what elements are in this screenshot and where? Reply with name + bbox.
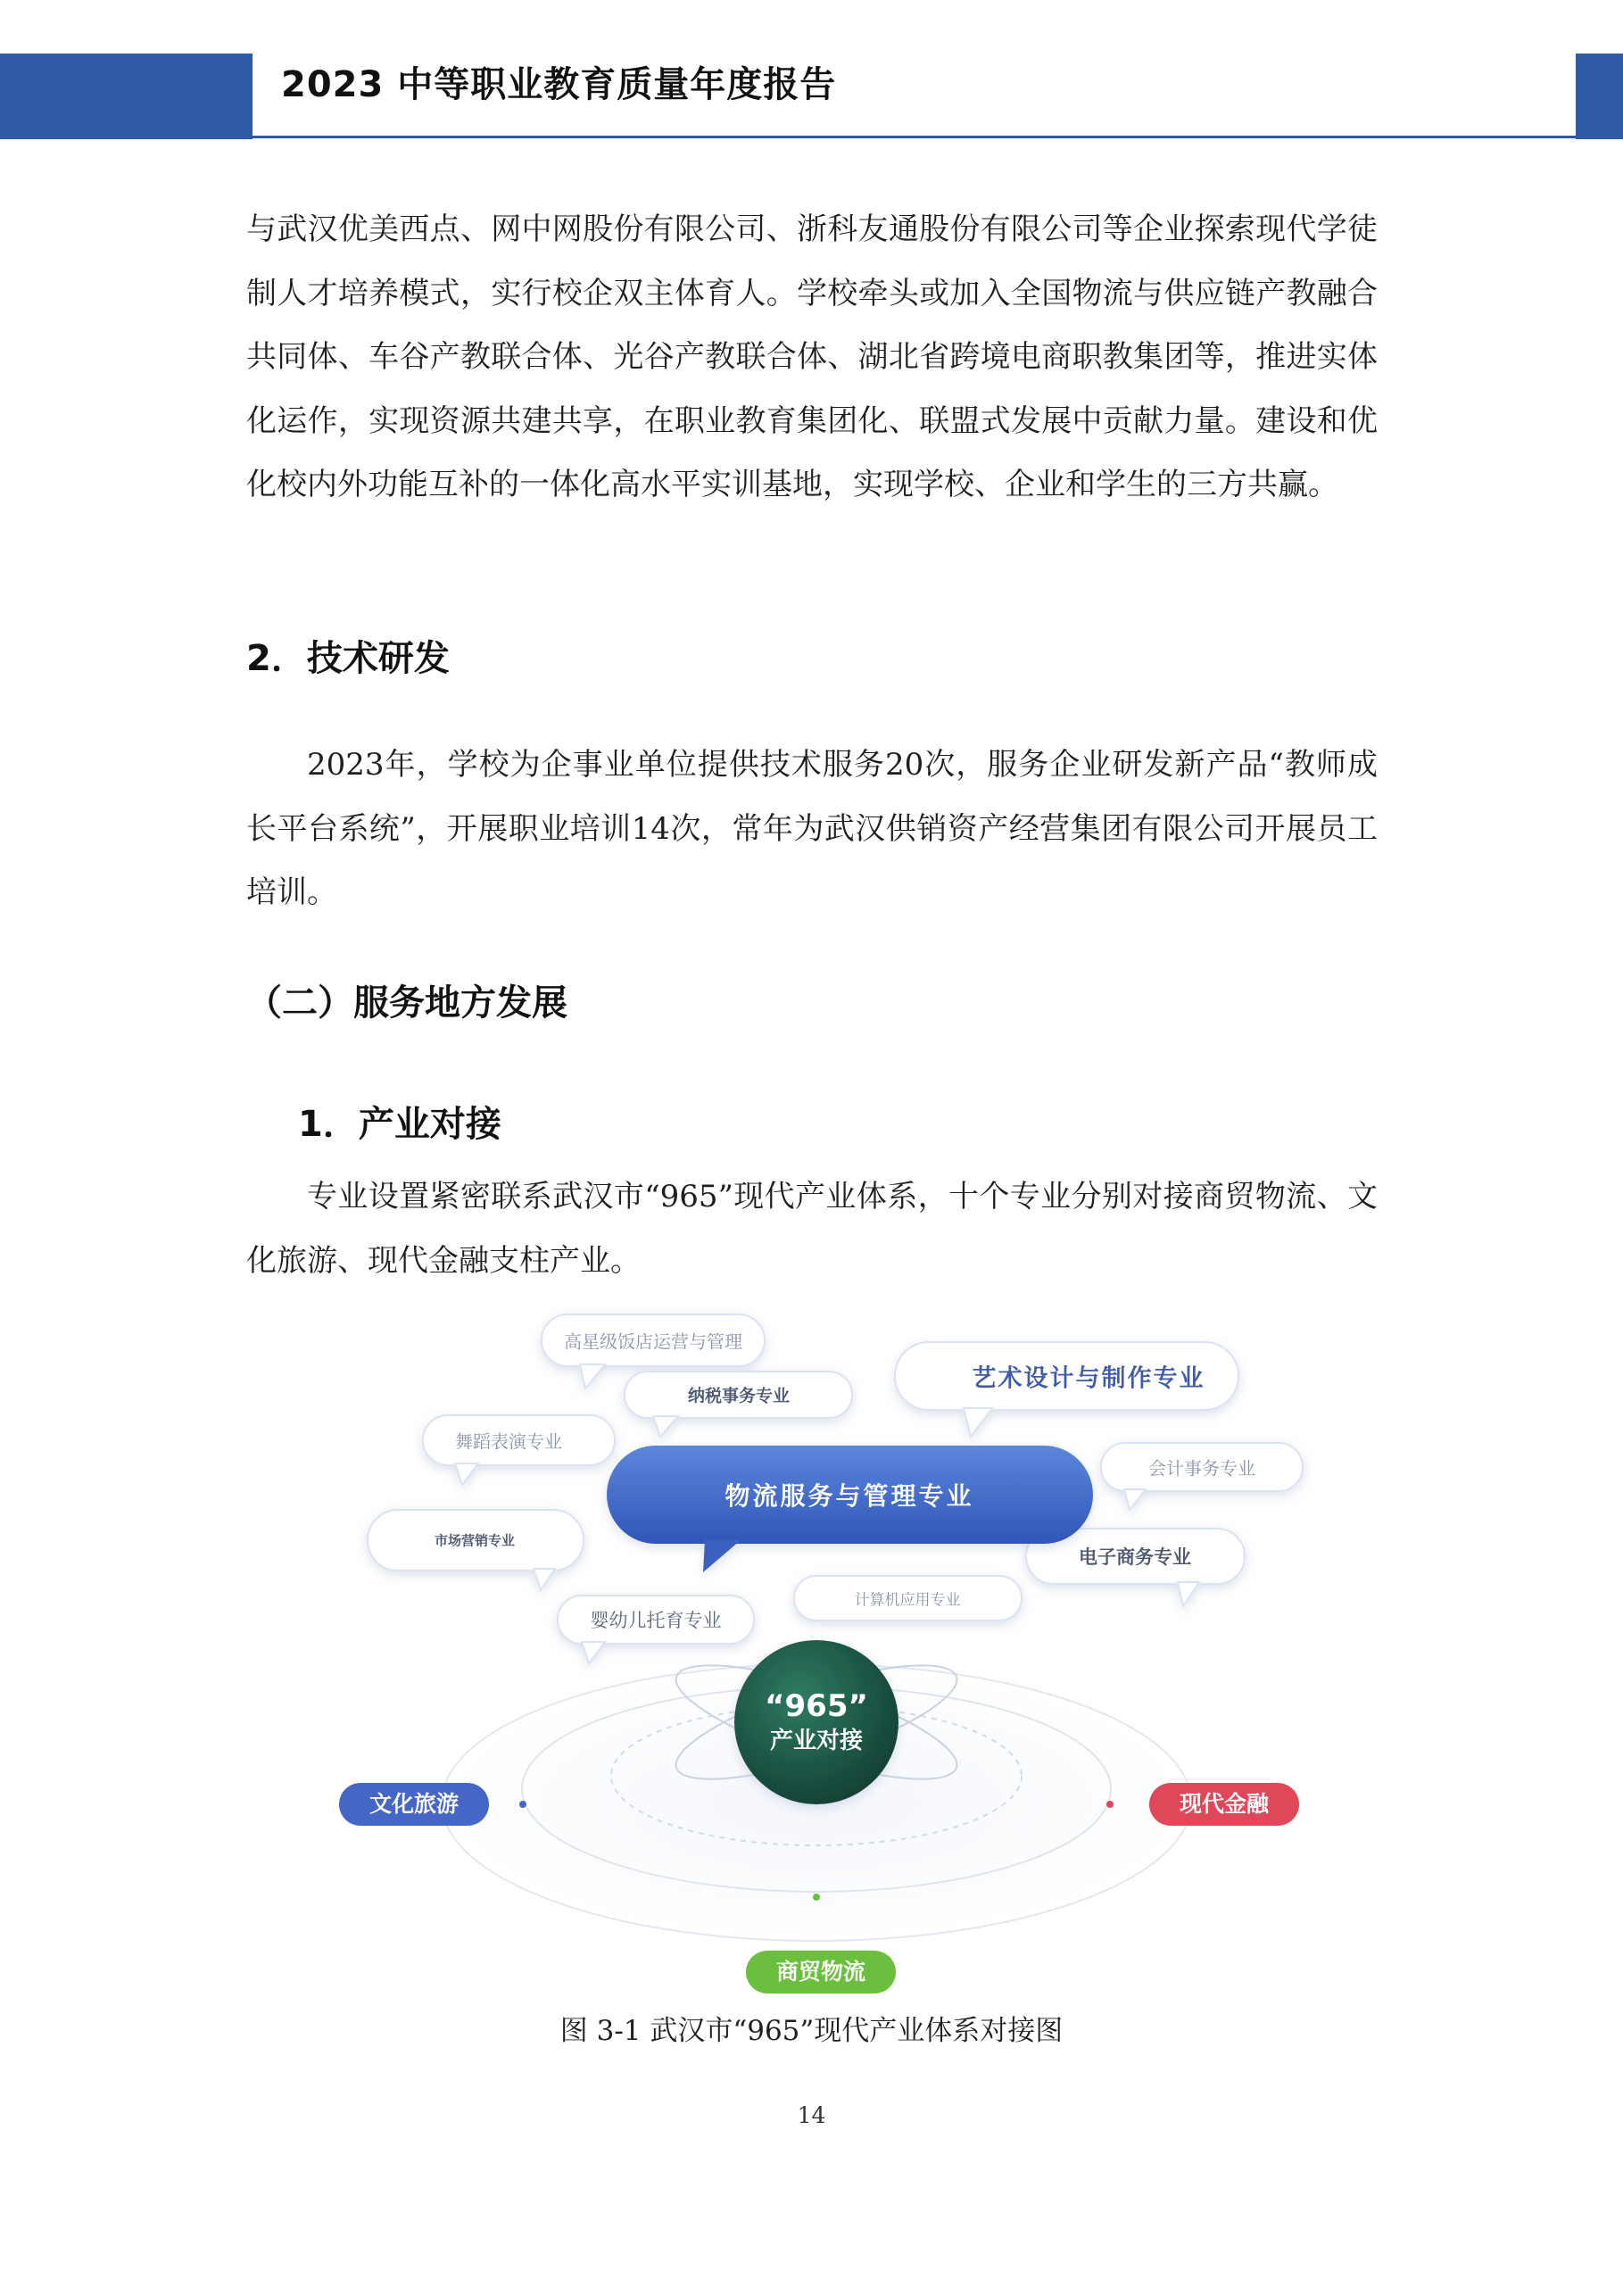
major-marketing-label: 市场营销专业 xyxy=(434,1532,516,1549)
paragraph-industry-docking: 专业设置紧密联系武汉市“965”现代产业体系，十个专业分别对接商贸物流、文化旅游、现代金融支柱产业。 xyxy=(246,1179,1378,1279)
figure-caption: 图 3-1 武汉市“965”现代产业体系对接图 xyxy=(559,2015,1064,2047)
finance-dot xyxy=(1106,1801,1114,1808)
heading-industry-docking: 1．产业对接 xyxy=(298,1104,501,1145)
major-art-label: 艺术设计与制作专业 xyxy=(972,1364,1205,1393)
diagram-graphics xyxy=(321,1303,1312,2008)
major-tax-label: 纳税事务专业 xyxy=(687,1386,791,1406)
trade-dot xyxy=(813,1894,820,1901)
heading-tech-research: 2．技术研发 xyxy=(246,638,450,679)
paragraph-cooperation: 与武汉优美西点、网中网股份有限公司、浙科友通股份有限公司等企业探索现代学徒制人才培养模式，实行校企双主体育人。学校牵头或加入全国物流与供应链产教融合共同体、车谷产教联合体、光谷产教联合体、湖北省跨境电商职教集团等，推进实体化运作，实现资源共建共享，在职业教育集团化、联盟式发展中贡献力量。建设和优化校内外功能互补的一体化高水平实训基地，实现学校、企业和学生的三方共赢。 xyxy=(246,211,1378,502)
major-ecommerce-label: 电子商务专业 xyxy=(1079,1546,1191,1568)
industry-docking-diagram xyxy=(321,1303,1312,2008)
header-accent-bar-right xyxy=(1576,54,1623,139)
industry-culture-tourism: 文化旅游 xyxy=(339,1783,489,1826)
heading-serve-local: （二）服务地方发展 xyxy=(246,982,567,1024)
industry-modern-finance: 现代金融 xyxy=(1149,1783,1299,1826)
major-infant-label: 婴幼儿托育专业 xyxy=(590,1610,722,1631)
core-label-text: 产业对接 xyxy=(769,1728,864,1754)
culture-dot xyxy=(519,1801,526,1808)
major-hotel-label: 高星级饭店运营与管理 xyxy=(564,1330,742,1353)
report-header-title: 2023 中等职业教育质量年度报告 xyxy=(281,64,837,105)
major-logistics-label: 物流服务与管理专业 xyxy=(725,1481,974,1511)
header-accent-bar-left xyxy=(0,54,253,139)
core-label-number: “965” xyxy=(765,1688,868,1724)
page-number: 14 xyxy=(797,2102,826,2128)
header-divider xyxy=(0,136,1623,138)
major-dance-label: 舞蹈表演专业 xyxy=(455,1430,562,1453)
industry-trade-logistics: 商贸物流 xyxy=(746,1951,896,1993)
core-label xyxy=(765,1687,868,1757)
major-accounting-label: 会计事务专业 xyxy=(1148,1457,1255,1480)
major-computer-label: 计算机应用专业 xyxy=(854,1591,961,1610)
paragraph-tech-research: 2023年，学校为企事业单位提供技术服务20次，服务企业研发新产品“教师成长平台系统”，开展职业培训14次，常年为武汉供销资产经营集团有限公司开展员工培训。 xyxy=(246,747,1378,910)
